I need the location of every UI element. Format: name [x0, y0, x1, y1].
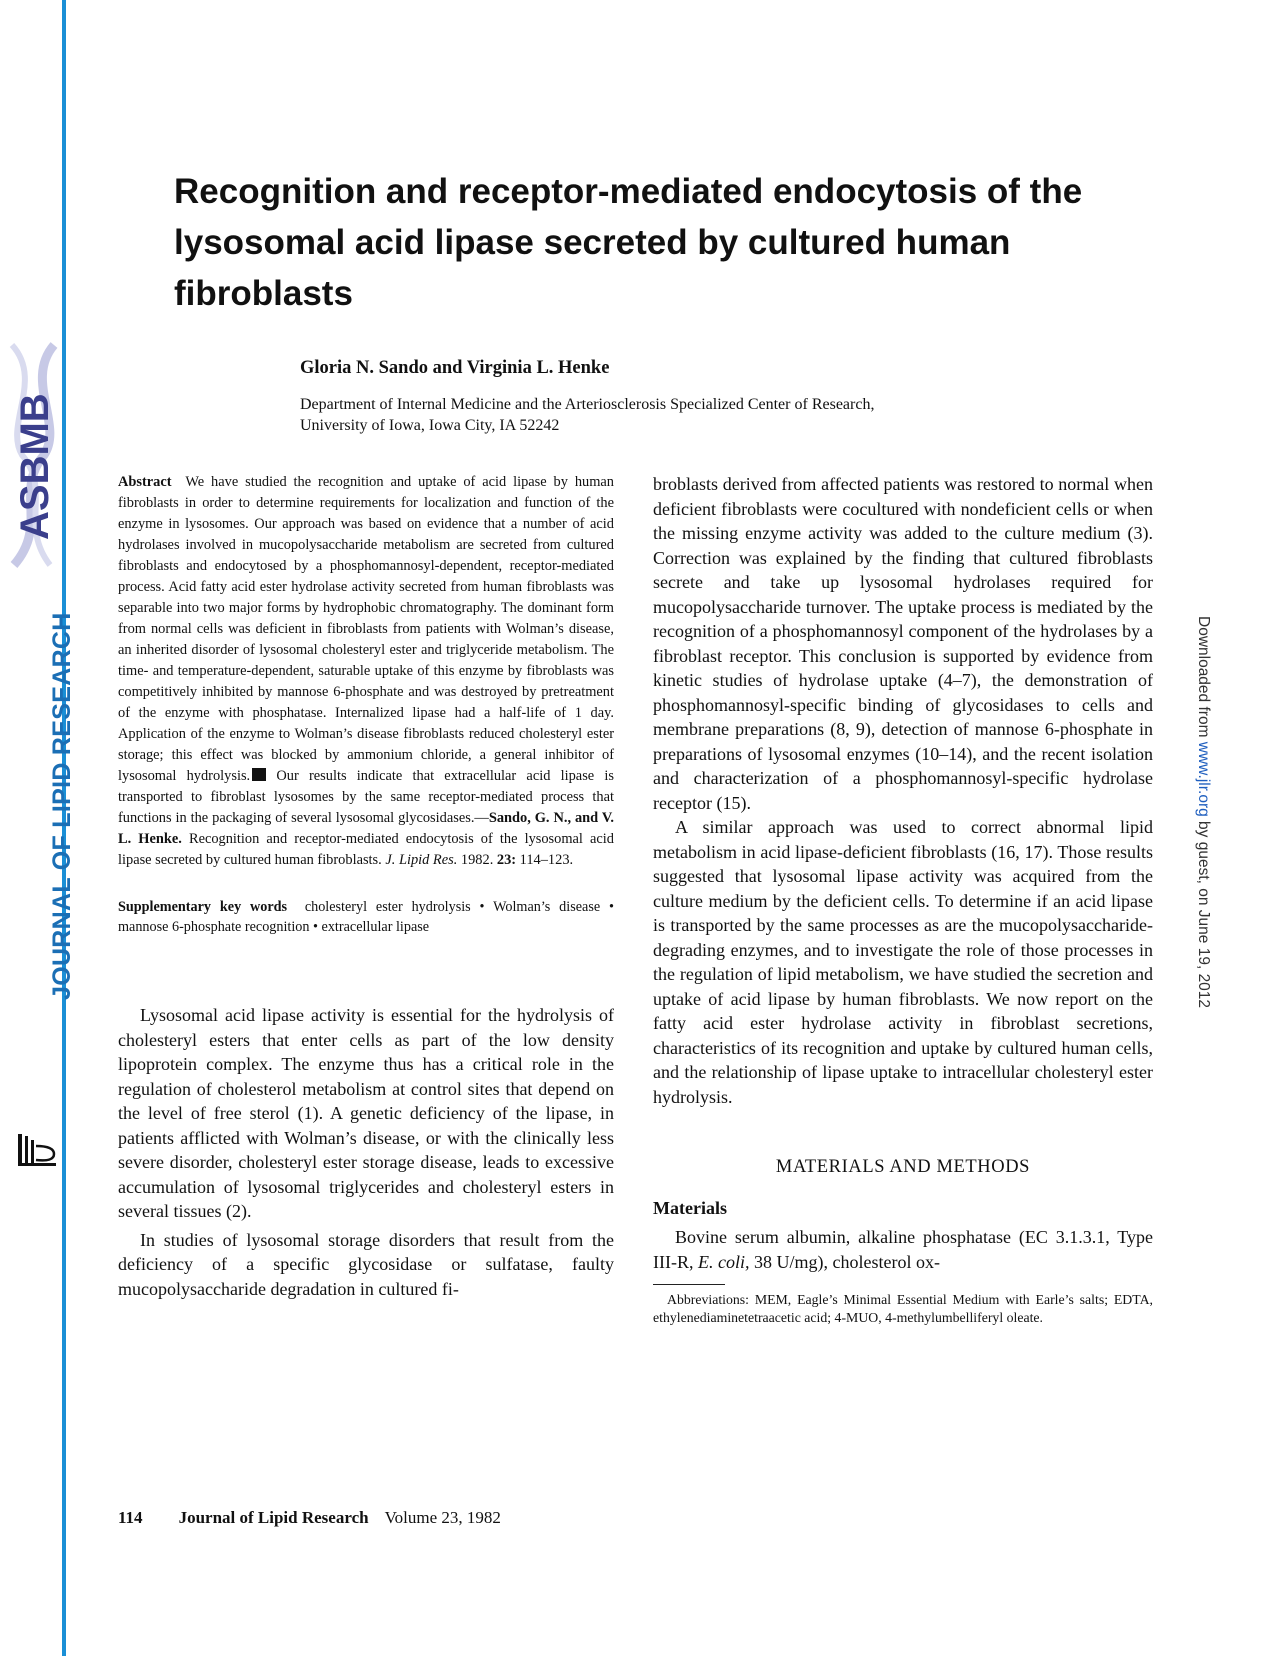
abbreviations-footnote: Abbreviations: MEM, Eagle’s Minimal Essential Medium with Earle’s salts; EDTA, ethylenediaminetetraacetic acid; 4-MUO, 4-methylumbelliferyl oleate.: [653, 1292, 1153, 1325]
affiliation: [300, 394, 1060, 436]
section-heading-materials-methods: MATERIALS AND METHODS: [775, 1157, 1031, 1177]
citation-year: 1982.: [457, 852, 497, 868]
body-paragraph-continued: broblasts derived from affected patients was restored to normal when deficient fibroblasts were cocultured with nondeficient cells or when the missing enzyme activity was added to the culture medium (3). Correction was explained by the finding that cultured fibroblasts secrete and take up lysosomal hydrolases required for mucopolysaccharide turnover. The uptake process is mediated by the recognition of a phosphomannosyl component of the hydrolases by a fibroblast receptor. This conclusion is supported by evidence from kinetic studies of hydrolase uptake (4–7), the demonstration of phosphomannosyl-specific binding of glycosidases to cells and membrane preparations (8, 9), detection of mannose 6-phosphate in preparations of lysosomal enzymes (10–14), and the recent isolation and characterization of a phosphomannosyl-specific hydrolase receptor (15).: [653, 474, 1153, 813]
subheading-materials: Materials: [653, 1198, 727, 1218]
footnote-divider: [653, 1284, 725, 1285]
footer-volume: Volume 23, 1982: [384, 1508, 501, 1527]
keywords-text: cholesteryl ester hydrolysis • Wolman’s disease • mannose 6-phosphate recognition • extracellular lipase: [118, 899, 614, 935]
article-title: Recognition and receptor-mediated endocytosis of the lysosomal acid lipase secreted by cultured human fibroblasts: [174, 172, 1083, 313]
download-suffix: by guest, on June 19, 2012: [1195, 816, 1212, 1009]
asbmb-logo: [4, 340, 60, 570]
citation-title: Recognition and receptor-mediated endocytosis of the lysosomal acid lipase secreted by cultured human fibroblasts.: [118, 831, 614, 868]
body-paragraph-2: In studies of lysosomal storage disorders that result from the deficiency of a specific glycosidase or sulfatase, faulty mucopolysaccharide degradation in cultured fi-: [118, 1229, 614, 1299]
left-body: [118, 1003, 614, 1301]
abstract-label: Abstract: [118, 474, 172, 490]
citation-volume: 23:: [496, 852, 517, 868]
materials-text-1: Bovine serum albumin, alkaline phosphatase (EC 3.1.3.1, Type III-R,: [653, 1227, 1153, 1272]
authors: Gloria N. Sando and Virginia L. Henke: [300, 358, 610, 378]
jlr-logo-icon: [14, 1130, 60, 1170]
download-prefix: Downloaded from: [1195, 616, 1212, 742]
keywords: [118, 897, 614, 937]
page-footer: [118, 1508, 501, 1528]
svg-text:ASBMB: ASBMB: [13, 393, 57, 540]
right-body: [653, 472, 1153, 1109]
citation-pages: 114–123.: [516, 852, 574, 868]
abstract: [118, 472, 614, 871]
affiliation-line-1: Department of Internal Medicine and the Arteriosclerosis Specialized Center of Research,: [300, 396, 875, 413]
materials-text-2: 38 U/mg), cholesterol ox-: [749, 1251, 940, 1272]
body-paragraph-1: Lysosomal acid lipase activity is essential for the hydrolysis of cholesteryl esters that enter cells as part of the low density lipoprotein complex. The enzyme thus has a critical role in the regulation of cholesterol metabolism at control sites that depend on the level of free sterol (1). A genetic deficiency of the lipase, in patients afflicted with Wolman’s disease, or with the clinically less severe disorder, cholesteryl ester storage disease, leads to excessive accumulation of lysosomal triglycerides and cholesteryl esters in several tissues (2).: [118, 1005, 614, 1221]
journal-vertical-label: JOURNAL OF LIPID RESEARCH: [48, 612, 76, 1000]
page-number: 114: [118, 1508, 143, 1527]
download-notice: [1194, 616, 1212, 1008]
materials-italic: E. coli,: [697, 1251, 750, 1272]
keywords-label: Supplementary key words: [118, 899, 288, 915]
body-paragraph-3: A similar approach was used to correct abnormal lipid metabolism in acid lipase-deficient fibroblasts (16, 17). Those results suggested that lysosomal lipase activity was acquired from the culture medium by the deficient cells. To determine if an acid lipase is transported by the same processes as are the mucopolysaccharide-degrading enzymes, and to investigate the role of those processes in the regulation of lipid metabolism, we have studied the secretion and uptake of acid lipase by human fibroblasts. We now report on the fatty acid ester hydrolase activity in fibroblast secretions, characteristics of its recognition and uptake by cultured human cells, and the relationship of lipase uptake to intracellular cholesteryl ester hydrolysis.: [653, 817, 1153, 1107]
citation-authors: Sando, G. N., and V. L. Henke.: [118, 810, 614, 847]
footer-journal: Journal of Lipid Research: [178, 1508, 369, 1527]
abstract-text-part2: Our results indicate that extracellular acid lipase is transported to fibroblast lysosomes by the same receptor-mediated process that functions in the packaging of several lysosomal glycosidases.—: [118, 768, 614, 826]
right-column: [653, 472, 1153, 1327]
abstract-text-part1: We have studied the recognition and uptake of acid lipase by human fibroblasts in order to determine requirements for localization and function of the enzyme in lysosomes. Our approach was based on evidence that a number of acid hydrolases involved in mucopolysaccharide metabolism are secreted from cultured fibroblasts and endocytosed by a phosphomannosyl-dependent, receptor-mediated process. Acid fatty acid ester hydrolase activity secreted from human fibroblasts was separable into two major forms by hydrophobic chromatography. The dominant form from normal cells was deficient in fibroblasts from patients with Wolman’s disease, an inherited disorder of lysosomal cholesteryl ester and triglyceride metabolism. The time- and temperature-dependent, saturable uptake of this enzyme by fibroblasts was competitively inhibited by mannose 6-phosphate and was destroyed by pretreatment of the enzyme with phosphatase. Internalized lipase had a half-life of 1 day. Application of the enzyme to Wolman’s disease fibroblasts reduced cholesteryl ester storage; this effect was blocked by ammonium chloride, a general inhibitor of lysosomal hydrolysis.: [118, 474, 614, 784]
citation-journal: J. Lipid Res.: [385, 852, 458, 868]
materials-paragraph: [653, 1225, 1153, 1274]
jlr-marker-icon: [252, 768, 266, 781]
affiliation-line-2: University of Iowa, Iowa City, IA 52242: [300, 417, 560, 434]
left-column: [118, 472, 614, 1305]
jlr-website-link[interactable]: www.jlr.org: [1195, 741, 1212, 817]
